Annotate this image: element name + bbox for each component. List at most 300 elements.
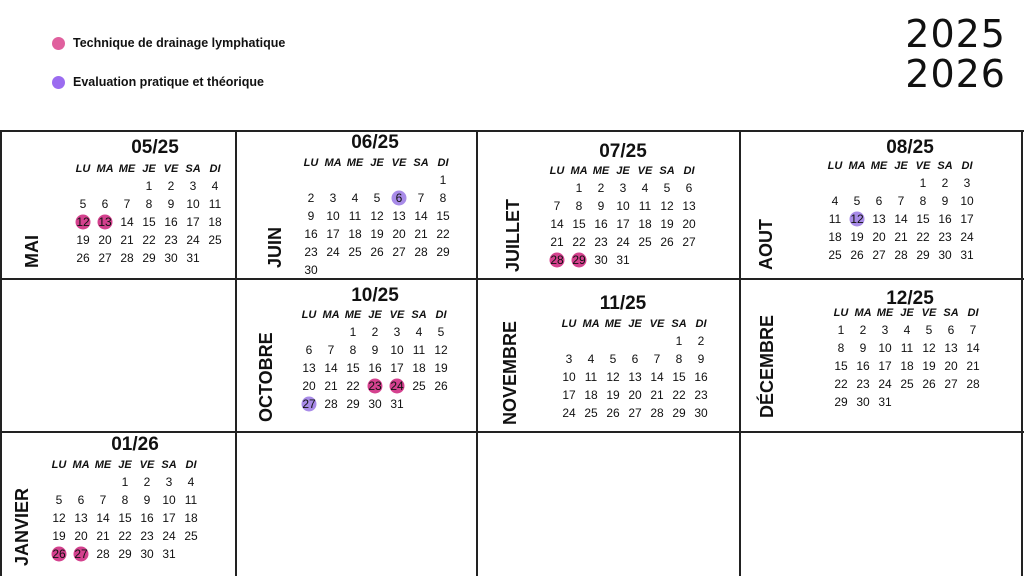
calendar-day-drainage: 24	[386, 379, 408, 393]
calendar-day: 17	[390, 361, 404, 375]
calendar-day: 30	[140, 547, 154, 561]
calendar-day: 27	[872, 248, 886, 262]
calendar-day: 18	[638, 217, 652, 231]
calendar-day: 22	[142, 233, 156, 247]
calendar-day: 20	[944, 359, 958, 373]
grid-line	[476, 130, 478, 576]
calendar-day: 24	[162, 529, 176, 543]
calendar-day: 25	[184, 529, 198, 543]
calendar-day: 1	[439, 173, 447, 187]
calendar-day: 1	[919, 176, 927, 190]
calendar-day: 14	[966, 341, 980, 355]
calendar-day: 22	[436, 227, 450, 241]
month-side-label: NOVEMBRE	[500, 320, 520, 425]
calendar-day: 23	[938, 230, 952, 244]
legend-label: Technique de drainage lymphatique	[73, 36, 286, 50]
calendar-day: 19	[850, 230, 864, 244]
calendar-day: 6	[685, 181, 693, 195]
calendar-day: 21	[324, 379, 338, 393]
month-title: 08/25	[886, 137, 934, 158]
calendar-day: 12	[52, 511, 66, 525]
legend-item-evaluation	[52, 75, 264, 89]
calendar-day: 27	[944, 377, 958, 391]
empty-day	[388, 173, 410, 187]
calendar-day: 6	[947, 323, 955, 337]
calendar-day: 2	[697, 334, 705, 348]
empty-day	[344, 173, 366, 187]
calendar-day: 23	[164, 233, 178, 247]
weekday-header: SA	[161, 459, 177, 471]
calendar-day: 19	[922, 359, 936, 373]
calendar-day: 2	[597, 181, 605, 195]
calendar-day: 10	[562, 370, 576, 384]
month-title: 10/25	[351, 285, 399, 306]
calendar-day: 24	[878, 377, 892, 391]
calendar-day: 30	[938, 248, 952, 262]
calendar-day: 13	[74, 511, 88, 525]
weekday-header: MA	[582, 318, 600, 330]
calendar-day: 11	[900, 341, 914, 355]
calendar-day: 8	[349, 343, 357, 357]
calendar-day: 9	[859, 341, 867, 355]
calendar-day: 27	[98, 251, 112, 265]
month-title: 01/26	[111, 434, 159, 455]
weekday-header: LU	[833, 307, 849, 319]
calendar-day: 26	[370, 245, 384, 259]
calendar-day: 11	[348, 209, 362, 223]
calendar-day-drainage: 13	[94, 215, 116, 229]
calendar-day: 2	[143, 475, 151, 489]
calendar-day: 9	[371, 343, 379, 357]
calendar-day: 8	[439, 191, 447, 205]
calendar-grid	[300, 157, 454, 277]
calendar-day: 18	[584, 388, 598, 402]
calendar-day: 21	[966, 359, 980, 373]
calendar-day: 10	[186, 197, 200, 211]
month-title: 12/25	[886, 288, 934, 309]
calendar-day: 5	[437, 325, 445, 339]
empty-day	[92, 475, 114, 489]
month-title: 11/25	[599, 293, 647, 314]
calendar-day: 4	[641, 181, 649, 195]
calendar-day: 3	[189, 179, 197, 193]
empty-day	[322, 173, 344, 187]
calendar-day: 11	[412, 343, 426, 357]
calendar-day-evaluation: 27	[298, 397, 320, 411]
month-title: 06/25	[351, 132, 399, 153]
calendar-day: 3	[963, 176, 971, 190]
calendar-day: 5	[79, 197, 87, 211]
calendar-day: 30	[856, 395, 870, 409]
weekday-header: VE	[389, 309, 405, 321]
weekday-header: JE	[900, 307, 914, 319]
calendar-day: 21	[894, 230, 908, 244]
calendar-grid	[298, 309, 452, 411]
calendar-day: 1	[349, 325, 357, 339]
calendar-day: 6	[631, 352, 639, 366]
calendar-day: 17	[186, 215, 200, 229]
month-side-label: DÉCEMBRE	[757, 314, 777, 418]
calendar-day: 5	[925, 323, 933, 337]
calendar-day: 8	[121, 493, 129, 507]
grid-line	[0, 130, 1024, 132]
empty-day	[846, 176, 868, 190]
calendar-day: 28	[966, 377, 980, 391]
calendar-day: 28	[120, 251, 134, 265]
calendar-day: 1	[837, 323, 845, 337]
weekday-header: LU	[75, 163, 91, 175]
calendar-day: 13	[392, 209, 406, 223]
calendar-day: 22	[834, 377, 848, 391]
calendar-day: 28	[414, 245, 428, 259]
calendar-grid	[824, 160, 978, 262]
calendar-day: 10	[960, 194, 974, 208]
weekday-header: MA	[848, 160, 866, 172]
calendar-day: 10	[326, 209, 340, 223]
calendar-day: 3	[619, 181, 627, 195]
calendar-day: 11	[638, 199, 652, 213]
weekday-header: SA	[671, 318, 687, 330]
calendar-day: 5	[55, 493, 63, 507]
calendar-day: 7	[417, 191, 425, 205]
calendar-day: 19	[434, 361, 448, 375]
calendar-day: 17	[616, 217, 630, 231]
calendar-day: 31	[616, 253, 630, 267]
calendar-grid	[558, 318, 712, 420]
calendar-day: 29	[346, 397, 360, 411]
calendar-day: 3	[329, 191, 337, 205]
empty-day	[70, 475, 92, 489]
calendar-day: 25	[348, 245, 362, 259]
weekday-header: ME	[344, 309, 362, 321]
empty-day	[48, 475, 70, 489]
calendar-day-drainage: 28	[546, 253, 568, 267]
calendar-day: 22	[572, 235, 586, 249]
empty-day	[298, 325, 320, 339]
calendar-day: 25	[638, 235, 652, 249]
empty-day	[824, 176, 846, 190]
empty-day	[72, 179, 94, 193]
weekday-header: VE	[163, 163, 179, 175]
calendar-day: 14	[120, 215, 134, 229]
empty-day	[580, 334, 602, 348]
calendar-day: 8	[837, 341, 845, 355]
calendar-day: 20	[872, 230, 886, 244]
calendar-day: 23	[140, 529, 154, 543]
calendar-day: 22	[118, 529, 132, 543]
calendar-day: 15	[834, 359, 848, 373]
legend-dot-purple	[52, 76, 65, 89]
calendar-day: 4	[587, 352, 595, 366]
calendar-day-drainage: 12	[72, 215, 94, 229]
calendar-day: 2	[371, 325, 379, 339]
calendar-day: 4	[187, 475, 195, 489]
empty-day	[116, 179, 138, 193]
calendar-day: 25	[900, 377, 914, 391]
calendar-day: 1	[575, 181, 583, 195]
calendar-grid	[48, 459, 202, 561]
calendar-day: 2	[941, 176, 949, 190]
calendar-day: 26	[922, 377, 936, 391]
month-side-label: AOUT	[756, 219, 776, 270]
calendar-day: 10	[878, 341, 892, 355]
calendar-day: 21	[550, 235, 564, 249]
calendar-day: 13	[872, 212, 886, 226]
calendar-day: 31	[390, 397, 404, 411]
calendar-day: 30	[164, 251, 178, 265]
calendar-day: 5	[663, 181, 671, 195]
calendar-day: 18	[348, 227, 362, 241]
calendar-day: 23	[594, 235, 608, 249]
calendar-day: 25	[828, 248, 842, 262]
calendar-day: 7	[653, 352, 661, 366]
calendar-day: 2	[859, 323, 867, 337]
calendar-day: 14	[550, 217, 564, 231]
calendar-day: 24	[326, 245, 340, 259]
calendar-day-drainage: 26	[48, 547, 70, 561]
weekday-header: JE	[370, 157, 384, 169]
calendar-day: 21	[120, 233, 134, 247]
month-side-label: JUILLET	[503, 198, 523, 272]
calendar-day: 16	[594, 217, 608, 231]
weekday-header: DI	[435, 309, 447, 321]
calendar-day: 8	[919, 194, 927, 208]
calendar-day: 5	[853, 194, 861, 208]
calendar-day: 29	[118, 547, 132, 561]
calendar-day: 15	[346, 361, 360, 375]
month-side-label: JUIN	[265, 226, 285, 268]
calendar-day: 18	[900, 359, 914, 373]
weekday-header: ME	[592, 165, 610, 177]
empty-day	[546, 181, 568, 195]
calendar-day: 20	[392, 227, 406, 241]
grid-line	[739, 130, 741, 576]
legend-item-drainage	[52, 36, 285, 50]
weekday-header: SA	[659, 165, 675, 177]
calendar-day: 14	[894, 212, 908, 226]
calendar-day: 30	[594, 253, 608, 267]
empty-day	[320, 325, 342, 339]
calendar-day: 10	[616, 199, 630, 213]
calendar-day: 17	[562, 388, 576, 402]
empty-day	[624, 334, 646, 348]
empty-day	[868, 176, 890, 190]
weekday-header: JE	[368, 309, 382, 321]
weekday-header: SA	[411, 309, 427, 321]
calendar-day: 6	[77, 493, 85, 507]
weekday-header: ME	[118, 163, 136, 175]
calendar-day: 3	[393, 325, 401, 339]
calendar-day: 3	[565, 352, 573, 366]
calendar-day: 29	[916, 248, 930, 262]
calendar-day: 19	[76, 233, 90, 247]
calendar-day: 7	[969, 323, 977, 337]
calendar-day: 22	[916, 230, 930, 244]
calendar-day: 17	[878, 359, 892, 373]
calendar-day: 19	[52, 529, 66, 543]
calendar-day: 20	[682, 217, 696, 231]
calendar-day: 17	[326, 227, 340, 241]
weekday-header: DI	[683, 165, 695, 177]
calendar-day: 7	[327, 343, 335, 357]
calendar-day: 14	[650, 370, 664, 384]
legend-label: Evaluation pratique et théorique	[73, 75, 264, 89]
calendar-day: 26	[606, 406, 620, 420]
calendar-day: 1	[121, 475, 129, 489]
weekday-header: LU	[301, 309, 317, 321]
weekday-header: LU	[549, 165, 565, 177]
year-start: 2025	[905, 12, 1006, 56]
empty-day	[602, 334, 624, 348]
calendar-day: 18	[828, 230, 842, 244]
calendar-day: 16	[164, 215, 178, 229]
weekday-header: ME	[94, 459, 112, 471]
weekday-header: DI	[695, 318, 707, 330]
calendar-day: 16	[304, 227, 318, 241]
calendar-day: 10	[390, 343, 404, 357]
empty-day	[558, 334, 580, 348]
calendar-day: 8	[675, 352, 683, 366]
calendar-day: 22	[672, 388, 686, 402]
calendar-day: 15	[118, 511, 132, 525]
calendar-day: 7	[897, 194, 905, 208]
calendar-day: 18	[208, 215, 222, 229]
calendar-day: 9	[307, 209, 315, 223]
weekday-header: DI	[961, 160, 973, 172]
calendar-day: 27	[392, 245, 406, 259]
calendar-day: 14	[324, 361, 338, 375]
calendar-day: 29	[142, 251, 156, 265]
calendar-day: 13	[628, 370, 642, 384]
calendar-day: 16	[368, 361, 382, 375]
calendar-day: 7	[553, 199, 561, 213]
calendar-day: 20	[74, 529, 88, 543]
calendar-day: 29	[436, 245, 450, 259]
calendar-day: 9	[143, 493, 151, 507]
calendar-day: 12	[606, 370, 620, 384]
weekday-header: MA	[324, 157, 342, 169]
year-end: 2026	[905, 52, 1006, 96]
calendar-day: 11	[184, 493, 198, 507]
empty-day	[646, 334, 668, 348]
month-title: 05/25	[131, 137, 179, 158]
calendar-day: 26	[660, 235, 674, 249]
calendar-day: 7	[123, 197, 131, 211]
calendar-grid	[830, 307, 984, 409]
calendar-day-drainage: 29	[568, 253, 590, 267]
weekday-header: ME	[346, 157, 364, 169]
calendar-day: 4	[211, 179, 219, 193]
weekday-header: LU	[303, 157, 319, 169]
weekday-header: VE	[921, 307, 937, 319]
calendar-day: 8	[575, 199, 583, 213]
grid-line	[0, 278, 1024, 280]
calendar-day: 2	[167, 179, 175, 193]
calendar-day: 18	[412, 361, 426, 375]
calendar-day: 6	[875, 194, 883, 208]
weekday-header: LU	[51, 459, 67, 471]
calendar-day: 31	[162, 547, 176, 561]
grid-line	[1021, 130, 1023, 576]
calendar-day: 29	[672, 406, 686, 420]
calendar-day-drainage: 27	[70, 547, 92, 561]
calendar-day: 3	[881, 323, 889, 337]
calendar-day: 27	[628, 406, 642, 420]
weekday-header: VE	[139, 459, 155, 471]
calendar-day: 4	[351, 191, 359, 205]
calendar-day: 30	[304, 263, 318, 277]
weekday-header: ME	[876, 307, 894, 319]
calendar-day: 13	[682, 199, 696, 213]
calendar-day: 8	[145, 197, 153, 211]
weekday-header: SA	[185, 163, 201, 175]
calendar-day: 15	[142, 215, 156, 229]
weekday-header: MA	[570, 165, 588, 177]
calendar-day: 7	[99, 493, 107, 507]
weekday-header: LU	[561, 318, 577, 330]
month-side-label: MAI	[22, 235, 42, 268]
calendar-day: 14	[96, 511, 110, 525]
calendar-day: 12	[660, 199, 674, 213]
calendar-day: 14	[414, 209, 428, 223]
empty-day	[410, 173, 432, 187]
calendar-day: 15	[916, 212, 930, 226]
calendar-day: 17	[960, 212, 974, 226]
legend-dot-pink	[52, 37, 65, 50]
calendar-day: 13	[302, 361, 316, 375]
calendar-day: 5	[373, 191, 381, 205]
calendar-day: 21	[414, 227, 428, 241]
calendar-day: 15	[572, 217, 586, 231]
calendar-day: 17	[162, 511, 176, 525]
calendar-day: 6	[101, 197, 109, 211]
weekday-header: DI	[437, 157, 449, 169]
calendar-day: 16	[140, 511, 154, 525]
weekday-header: SA	[943, 307, 959, 319]
calendar-day: 22	[346, 379, 360, 393]
calendar-day: 27	[682, 235, 696, 249]
calendar-day: 28	[650, 406, 664, 420]
calendar-day: 2	[307, 191, 315, 205]
calendar-day: 19	[370, 227, 384, 241]
weekday-header: MA	[854, 307, 872, 319]
weekday-header: DI	[209, 163, 221, 175]
calendar-day: 11	[584, 370, 598, 384]
calendar-day: 19	[606, 388, 620, 402]
calendar-day: 30	[368, 397, 382, 411]
calendar-day: 13	[944, 341, 958, 355]
years-heading	[905, 14, 1006, 94]
calendar-day: 16	[694, 370, 708, 384]
grid-line	[0, 431, 1024, 433]
weekday-header: VE	[391, 157, 407, 169]
calendar-day: 9	[697, 352, 705, 366]
calendar-day: 9	[597, 199, 605, 213]
calendar-day: 23	[304, 245, 318, 259]
calendar-day-evaluation: 12	[846, 212, 868, 226]
calendar-day: 9	[941, 194, 949, 208]
empty-day	[300, 173, 322, 187]
weekday-header: VE	[915, 160, 931, 172]
calendar-day: 11	[828, 212, 842, 226]
calendar-day: 12	[434, 343, 448, 357]
calendar-day: 5	[609, 352, 617, 366]
weekday-header: LU	[827, 160, 843, 172]
calendar-day: 31	[878, 395, 892, 409]
calendar-day: 16	[938, 212, 952, 226]
calendar-day: 25	[412, 379, 426, 393]
calendar-day: 4	[831, 194, 839, 208]
